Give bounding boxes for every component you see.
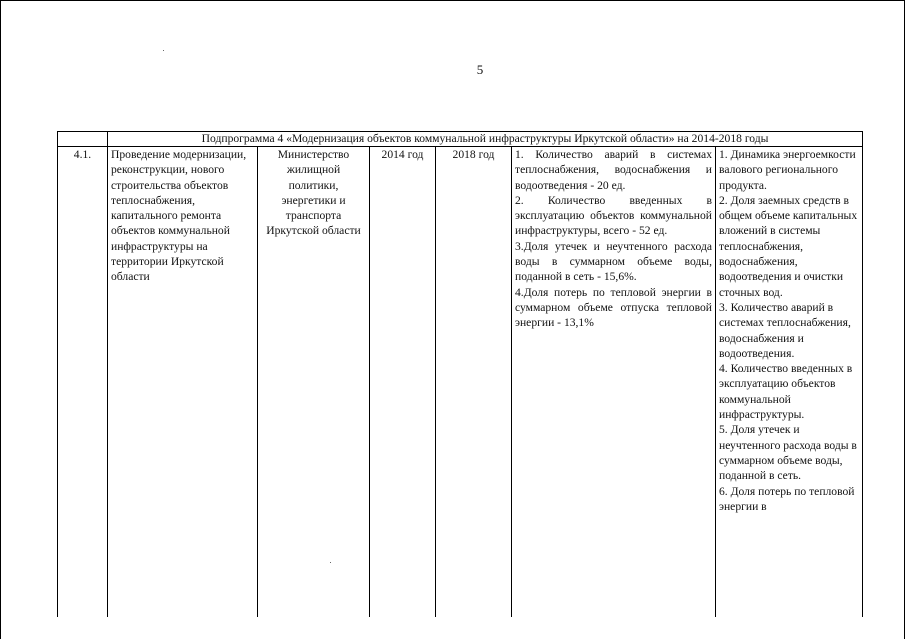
result-item: 2. Количество введенных в эксплуатацию объектов коммунальной инфраструктуры, всего - 52 ед. xyxy=(515,193,712,238)
end-year: 2018 год xyxy=(436,147,512,618)
measure-name: Проведение модернизации, реконструкции, нового строительства объектов теплоснабжения, капитального ремонта объектов коммунальной инфраструктуры на территории Иркутской области xyxy=(108,147,258,618)
table-row xyxy=(58,147,863,618)
result-item: 3.Доля утечек и неучтенного расхода воды в суммарном объеме воды, поданной в сеть - 15,6%. xyxy=(515,239,712,284)
header-empty-cell xyxy=(58,132,108,147)
target-indicators xyxy=(716,147,863,618)
subprogram-table xyxy=(57,131,863,617)
expected-results xyxy=(512,147,716,618)
indicator-item: 6. Доля потерь по тепловой энергии в xyxy=(719,484,855,513)
result-item: 1. Количество аварий в системах теплоснабжения, водоснабжения и водоотведения - 20 ед. xyxy=(515,148,712,192)
scan-speck xyxy=(163,50,164,51)
row-number: 4.1. xyxy=(58,147,108,618)
result-item: 4.Доля потерь по тепловой энергии в суммарном объеме отпуска тепловой энергии - 13,1% xyxy=(515,285,712,330)
responsible-executor: Министерство жилищной политики, энергетики и транспорта Иркутской области xyxy=(258,147,370,618)
start-year: 2014 год xyxy=(370,147,436,618)
indicator-item: 1. Динамика энергоемкости валового регионального продукта. xyxy=(719,148,856,192)
indicator-item: 4. Количество введенных в эксплуатацию объектов коммунальной инфраструктуры. xyxy=(719,362,853,422)
indicator-item: 2. Доля заемных средств в общем объеме капитальных вложений в системы теплоснабжения, водоснабжения, водоотведения и очистки сточных вод. xyxy=(719,193,858,299)
indicator-item: 3. Количество аварий в системах теплоснабжения, водоснабжения и водоотведения. xyxy=(719,300,851,360)
page-number: 5 xyxy=(476,62,484,77)
indicator-item: 5. Доля утечек и неучтенного расхода воды в суммарном объеме воды, поданной в сеть. xyxy=(719,423,857,483)
subprogram-header: Подпрограмма 4 «Модернизация объектов коммунальной инфраструктуры Иркутской области» на 2014-2018 годы xyxy=(108,132,863,147)
subprogram-header-row xyxy=(58,132,863,147)
